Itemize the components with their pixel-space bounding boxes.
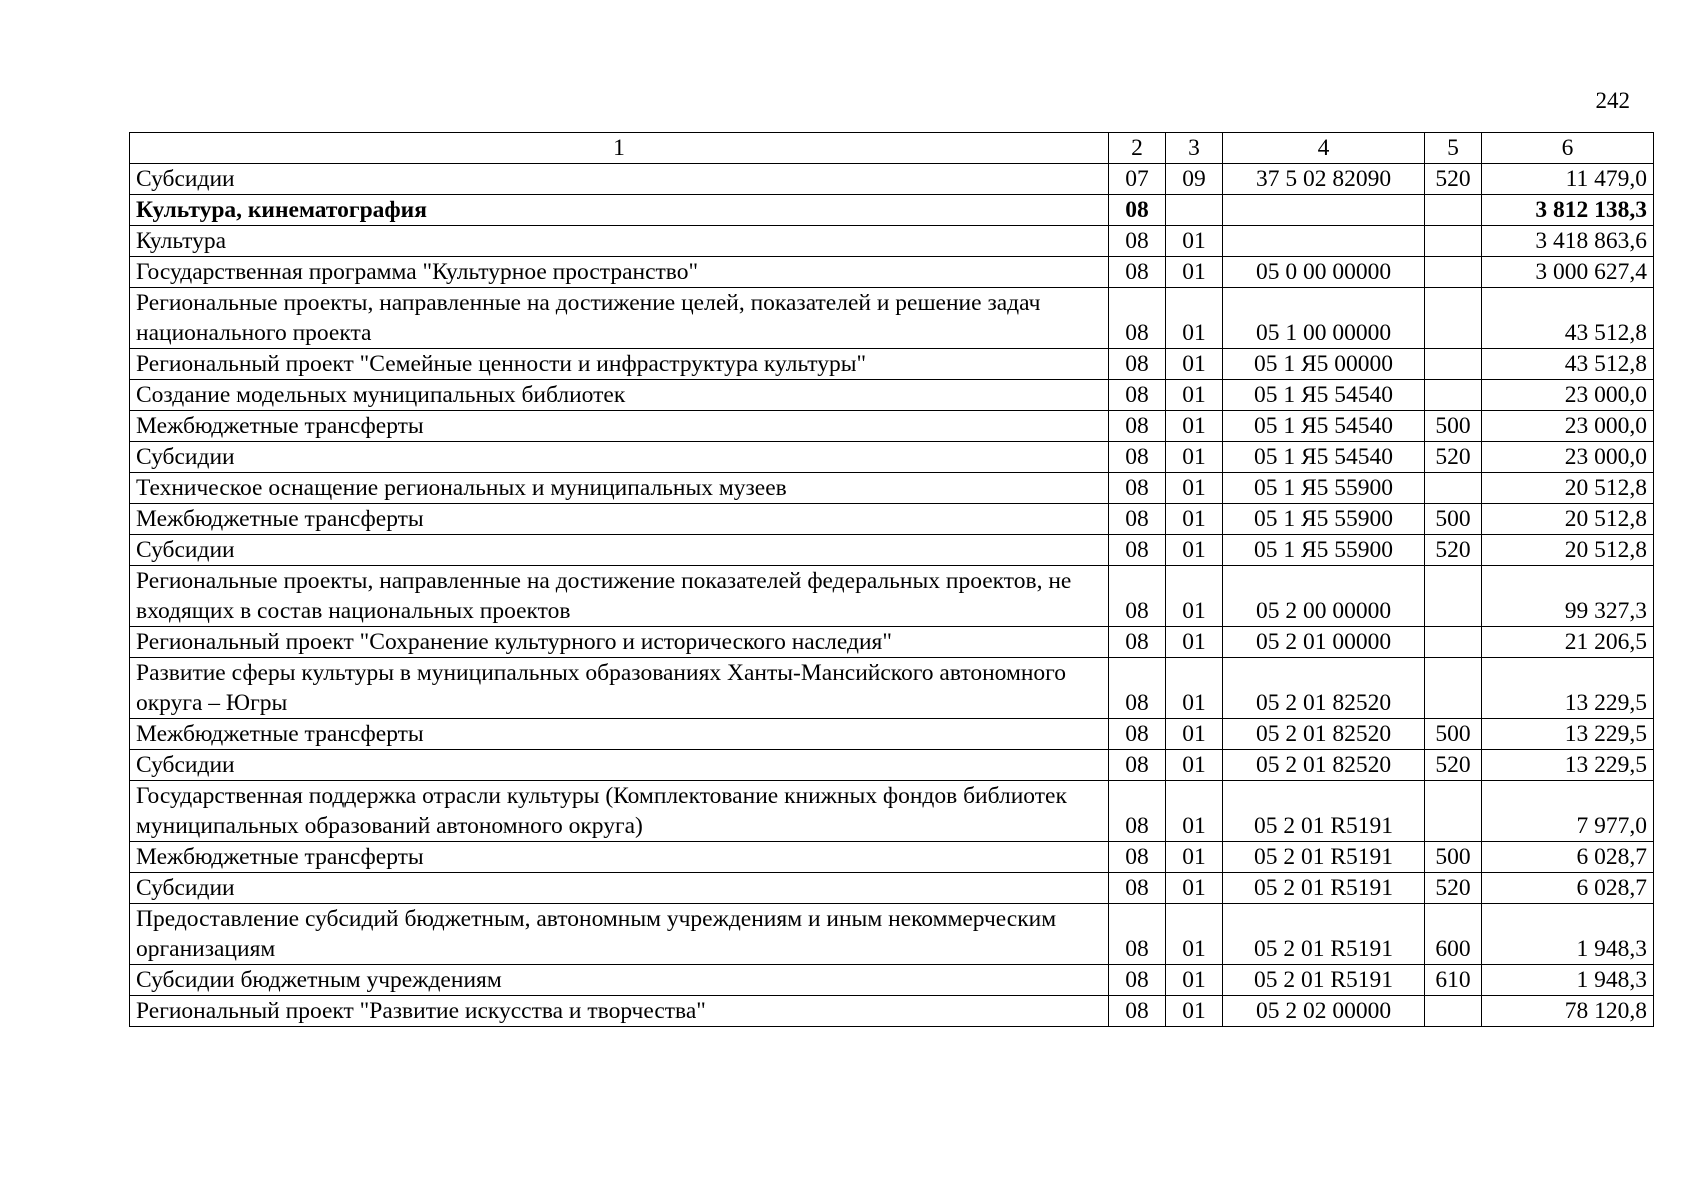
row-expense-type [1425, 195, 1482, 226]
column-header-4: 4 [1223, 133, 1425, 164]
row-name: Создание модельных муниципальных библиотек [130, 380, 1109, 411]
row-expense-type: 520 [1425, 442, 1482, 473]
row-name: Развитие сферы культуры в муниципальных образованиях Ханты-Мансийского автономного округа – Югры [130, 658, 1109, 719]
row-section-code: 08 [1109, 965, 1166, 996]
row-subsection-code: 01 [1166, 904, 1223, 965]
row-amount: 6 028,7 [1482, 873, 1654, 904]
row-expense-type [1425, 566, 1482, 627]
row-section-code: 08 [1109, 842, 1166, 873]
row-subsection-code: 01 [1166, 781, 1223, 842]
row-amount: 20 512,8 [1482, 473, 1654, 504]
row-amount: 13 229,5 [1482, 719, 1654, 750]
table-row [130, 627, 1654, 658]
row-amount: 11 479,0 [1482, 164, 1654, 195]
row-name: Региональный проект "Развитие искусства и творчества" [130, 996, 1109, 1027]
row-section-code: 08 [1109, 411, 1166, 442]
table-header-row [130, 133, 1654, 164]
row-section-code: 08 [1109, 750, 1166, 781]
row-target-article: 05 1 Я5 54540 [1223, 411, 1425, 442]
row-section-code: 08 [1109, 380, 1166, 411]
row-section-code: 08 [1109, 566, 1166, 627]
table-row [130, 996, 1654, 1027]
row-expense-type [1425, 473, 1482, 504]
column-header-2: 2 [1109, 133, 1166, 164]
row-name: Региональный проект "Сохранение культурного и исторического наследия" [130, 627, 1109, 658]
row-name: Техническое оснащение региональных и муниципальных музеев [130, 473, 1109, 504]
row-expense-type: 600 [1425, 904, 1482, 965]
row-target-article [1223, 226, 1425, 257]
row-section-code: 08 [1109, 504, 1166, 535]
table-row [130, 288, 1654, 349]
row-expense-type [1425, 627, 1482, 658]
row-expense-type: 520 [1425, 535, 1482, 566]
row-target-article: 05 2 01 00000 [1223, 627, 1425, 658]
row-subsection-code: 01 [1166, 504, 1223, 535]
row-expense-type: 500 [1425, 504, 1482, 535]
row-target-article: 05 1 Я5 54540 [1223, 442, 1425, 473]
row-section-code: 08 [1109, 904, 1166, 965]
row-target-article: 05 1 00 00000 [1223, 288, 1425, 349]
row-subsection-code: 01 [1166, 535, 1223, 566]
row-subsection-code: 01 [1166, 288, 1223, 349]
row-target-article: 05 2 00 00000 [1223, 566, 1425, 627]
row-section-code: 08 [1109, 996, 1166, 1027]
table-row [130, 566, 1654, 627]
row-expense-type [1425, 226, 1482, 257]
row-section-code: 08 [1109, 658, 1166, 719]
table-row [130, 380, 1654, 411]
row-target-article: 05 2 01 82520 [1223, 750, 1425, 781]
row-expense-type: 520 [1425, 750, 1482, 781]
row-section-code: 08 [1109, 442, 1166, 473]
table-row [130, 473, 1654, 504]
row-subsection-code: 01 [1166, 658, 1223, 719]
row-amount: 23 000,0 [1482, 411, 1654, 442]
row-target-article: 05 1 Я5 00000 [1223, 349, 1425, 380]
row-subsection-code: 01 [1166, 473, 1223, 504]
row-amount: 7 977,0 [1482, 781, 1654, 842]
budget-table [129, 132, 1654, 1027]
row-name: Межбюджетные трансферты [130, 504, 1109, 535]
table-row [130, 226, 1654, 257]
row-amount: 43 512,8 [1482, 288, 1654, 349]
row-amount: 1 948,3 [1482, 904, 1654, 965]
row-subsection-code: 01 [1166, 349, 1223, 380]
row-target-article: 05 1 Я5 55900 [1223, 504, 1425, 535]
table-row [130, 504, 1654, 535]
page-number: 242 [1595, 88, 1630, 113]
row-expense-type [1425, 380, 1482, 411]
row-section-code: 08 [1109, 873, 1166, 904]
table-row [130, 965, 1654, 996]
row-name: Субсидии [130, 535, 1109, 566]
table-row [130, 164, 1654, 195]
table-row [130, 257, 1654, 288]
row-amount: 13 229,5 [1482, 658, 1654, 719]
table-row [130, 781, 1654, 842]
row-amount: 3 418 863,6 [1482, 226, 1654, 257]
row-amount: 20 512,8 [1482, 504, 1654, 535]
row-section-code: 08 [1109, 257, 1166, 288]
row-amount: 21 206,5 [1482, 627, 1654, 658]
row-target-article: 05 2 01 R5191 [1223, 781, 1425, 842]
row-section-code: 08 [1109, 535, 1166, 566]
row-target-article: 05 1 Я5 55900 [1223, 535, 1425, 566]
row-name: Государственная поддержка отрасли культуры (Комплектование книжных фондов библиотек муниципальных образований автономного округа) [130, 781, 1109, 842]
row-subsection-code: 01 [1166, 627, 1223, 658]
row-amount: 3 812 138,3 [1482, 195, 1654, 226]
row-expense-type: 500 [1425, 842, 1482, 873]
row-target-article [1223, 195, 1425, 226]
row-subsection-code: 01 [1166, 380, 1223, 411]
row-amount: 6 028,7 [1482, 842, 1654, 873]
table-row [130, 411, 1654, 442]
row-name: Культура, кинематография [130, 195, 1109, 226]
row-section-code: 08 [1109, 226, 1166, 257]
row-section-code: 08 [1109, 288, 1166, 349]
row-expense-type [1425, 996, 1482, 1027]
row-subsection-code: 01 [1166, 257, 1223, 288]
row-amount: 99 327,3 [1482, 566, 1654, 627]
row-amount: 43 512,8 [1482, 349, 1654, 380]
row-target-article: 05 2 01 R5191 [1223, 965, 1425, 996]
row-subsection-code: 01 [1166, 719, 1223, 750]
row-subsection-code: 01 [1166, 842, 1223, 873]
table-row [130, 535, 1654, 566]
row-subsection-code: 01 [1166, 226, 1223, 257]
row-subsection-code: 01 [1166, 411, 1223, 442]
row-name: Межбюджетные трансферты [130, 719, 1109, 750]
row-target-article: 05 2 02 00000 [1223, 996, 1425, 1027]
row-name: Региональный проект "Семейные ценности и инфраструктура культуры" [130, 349, 1109, 380]
column-header-5: 5 [1425, 133, 1482, 164]
row-target-article: 37 5 02 82090 [1223, 164, 1425, 195]
row-target-article: 05 2 01 82520 [1223, 719, 1425, 750]
row-name: Региональные проекты, направленные на достижение показателей федеральных проектов, не входящих в состав национальных проектов [130, 566, 1109, 627]
row-name: Государственная программа "Культурное пространство" [130, 257, 1109, 288]
table-row [130, 842, 1654, 873]
row-target-article: 05 2 01 82520 [1223, 658, 1425, 719]
table-row [130, 750, 1654, 781]
row-target-article: 05 1 Я5 54540 [1223, 380, 1425, 411]
row-expense-type: 500 [1425, 719, 1482, 750]
row-target-article: 05 2 01 R5191 [1223, 873, 1425, 904]
row-section-code: 08 [1109, 719, 1166, 750]
row-section-code: 08 [1109, 781, 1166, 842]
table-row [130, 442, 1654, 473]
table-row [130, 873, 1654, 904]
column-header-6: 6 [1482, 133, 1654, 164]
row-expense-type: 500 [1425, 411, 1482, 442]
row-subsection-code: 01 [1166, 873, 1223, 904]
row-expense-type: 610 [1425, 965, 1482, 996]
row-amount: 3 000 627,4 [1482, 257, 1654, 288]
row-subsection-code [1166, 195, 1223, 226]
row-section-code: 08 [1109, 473, 1166, 504]
row-name: Межбюджетные трансферты [130, 842, 1109, 873]
row-subsection-code: 09 [1166, 164, 1223, 195]
row-name: Субсидии [130, 164, 1109, 195]
table-row [130, 904, 1654, 965]
row-target-article: 05 0 00 00000 [1223, 257, 1425, 288]
row-expense-type [1425, 257, 1482, 288]
row-name: Предоставление субсидий бюджетным, автономным учреждениям и иным некоммерческим организациям [130, 904, 1109, 965]
table-row [130, 658, 1654, 719]
row-amount: 23 000,0 [1482, 380, 1654, 411]
row-subsection-code: 01 [1166, 750, 1223, 781]
row-amount: 20 512,8 [1482, 535, 1654, 566]
row-target-article: 05 2 01 R5191 [1223, 842, 1425, 873]
row-name: Субсидии [130, 442, 1109, 473]
table-row [130, 719, 1654, 750]
row-section-code: 07 [1109, 164, 1166, 195]
row-section-code: 08 [1109, 627, 1166, 658]
row-name: Субсидии бюджетным учреждениям [130, 965, 1109, 996]
column-header-3: 3 [1166, 133, 1223, 164]
row-name: Региональные проекты, направленные на достижение целей, показателей и решение задач национального проекта [130, 288, 1109, 349]
row-subsection-code: 01 [1166, 996, 1223, 1027]
row-section-code: 08 [1109, 195, 1166, 226]
row-expense-type [1425, 658, 1482, 719]
row-name: Межбюджетные трансферты [130, 411, 1109, 442]
table-row [130, 349, 1654, 380]
row-amount: 13 229,5 [1482, 750, 1654, 781]
row-subsection-code: 01 [1166, 566, 1223, 627]
row-expense-type [1425, 781, 1482, 842]
row-amount: 1 948,3 [1482, 965, 1654, 996]
row-expense-type [1425, 349, 1482, 380]
row-section-code: 08 [1109, 349, 1166, 380]
table-row [130, 195, 1654, 226]
row-name: Культура [130, 226, 1109, 257]
row-subsection-code: 01 [1166, 442, 1223, 473]
row-expense-type [1425, 288, 1482, 349]
row-name: Субсидии [130, 873, 1109, 904]
column-header-1: 1 [130, 133, 1109, 164]
row-amount: 23 000,0 [1482, 442, 1654, 473]
row-name: Субсидии [130, 750, 1109, 781]
row-subsection-code: 01 [1166, 965, 1223, 996]
row-target-article: 05 1 Я5 55900 [1223, 473, 1425, 504]
row-expense-type: 520 [1425, 873, 1482, 904]
row-amount: 78 120,8 [1482, 996, 1654, 1027]
row-expense-type: 520 [1425, 164, 1482, 195]
row-target-article: 05 2 01 R5191 [1223, 904, 1425, 965]
